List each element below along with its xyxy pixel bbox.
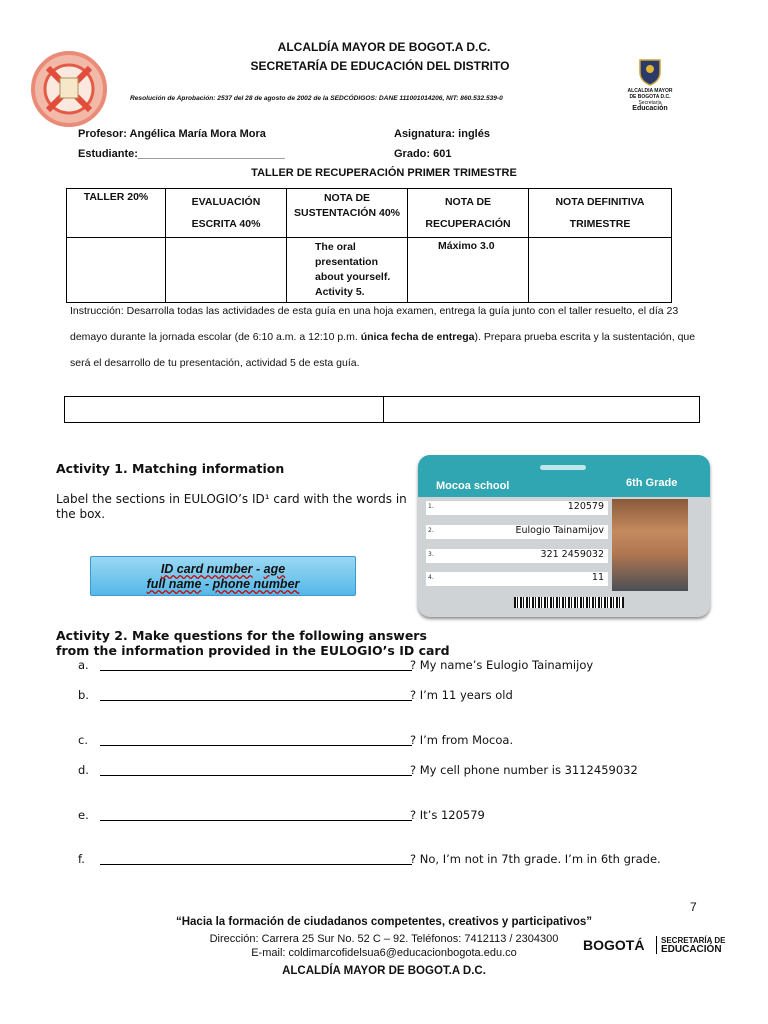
header-sustentacion: NOTA DE SUSTENTACIÓN 40% [287, 189, 408, 238]
grades-header-row [67, 189, 672, 238]
answer-line[interactable] [100, 670, 412, 671]
subject: Asignatura: inglés [394, 128, 490, 140]
question-answer: ? It’s 120579 [410, 808, 485, 822]
cell-evaluacion[interactable] [166, 238, 287, 303]
question-item [78, 658, 768, 674]
instruction-bold: única fecha de entrega [360, 331, 475, 343]
question-label: d. [78, 763, 89, 777]
workshop-title: TALLER DE RECUPERACIÓN PRIMER TRIMESTRE [251, 167, 517, 179]
id-card-row [426, 572, 608, 586]
grades-table [66, 188, 672, 303]
question-answer: ? I’m from Mocoa. [410, 733, 514, 747]
question-label: a. [78, 658, 89, 672]
question-label: b. [78, 688, 89, 702]
footer-address: Dirección: Carrera 25 Sur No. 52 C – 92. Teléfonos: 7412113 / 2304300 [209, 933, 559, 945]
header-subtitle: SECRETARÍA DE EDUCACIÓN DEL DISTRITO [250, 59, 510, 73]
header-recuperacion: NOTA DE RECUPERACIÓN [408, 189, 529, 238]
id-card-row [426, 549, 608, 563]
teacher-name: Profesor: Angélica María Mora Mora [78, 128, 266, 140]
question-answer: ? My name’s Eulogio Tainamijoy [410, 658, 594, 672]
activity1-heading: Activity 1. Matching information [56, 461, 285, 476]
id-card-slot [540, 465, 586, 470]
word-sep-2: - [201, 577, 213, 591]
empty-answer-box[interactable] [64, 396, 700, 423]
sec-logo-line2: EDUCACIÓN [661, 944, 722, 955]
answer-line[interactable] [100, 864, 412, 865]
id-row-value: 120579 [567, 501, 604, 512]
activity2-heading: Activity 2. Make questions for the following answers from the information provided in the EULOGIO’s ID card [56, 628, 450, 658]
cell-taller[interactable] [67, 238, 166, 303]
question-item [78, 852, 768, 868]
answer-line[interactable] [100, 775, 412, 776]
id-card-row [426, 525, 608, 539]
word-id-card-number: ID card number [160, 562, 253, 576]
instruction-paragraph [70, 298, 700, 376]
word-phone-number: phone number [212, 577, 300, 591]
word-age: age [263, 562, 286, 576]
id-row-value: 321 2459032 [540, 549, 604, 560]
header-taller: TALLER 20% [67, 189, 166, 238]
answer-line[interactable] [100, 745, 412, 746]
footer-slogan: “Hacia la formación de ciudadanos competentes, creativos y participativos” [175, 916, 593, 928]
answer-line[interactable] [100, 700, 412, 701]
header-title: ALCALDÍA MAYOR DE BOGOT.A D.C. [277, 40, 491, 54]
question-answer: ? My cell phone number is 3112459032 [410, 763, 638, 777]
footer-alcaldia: ALCALDÍA MAYOR DE BOGOT.A D.C. [282, 965, 486, 977]
cell-sustentacion: The oral presentation about yourself. Activity 5. [287, 238, 408, 303]
question-item [78, 763, 768, 779]
bogota-coat-of-arms-logo: ALCALDIA MAYOR DE BOGOTA D.C. Secretaría Educación [618, 58, 682, 112]
header-definitiva: NOTA DEFINITIVA TRIMESTRE [529, 189, 672, 238]
page-number: 7 [690, 900, 697, 914]
barcode-icon [514, 597, 624, 608]
question-answer: ? No, I’m not in 7th grade. I’m in 6th grade. [410, 852, 661, 866]
id-card-row [426, 501, 608, 515]
question-item [78, 808, 768, 824]
answer-line[interactable] [100, 820, 412, 821]
question-answer: ? I’m 11 years old [410, 688, 513, 702]
id-card-image [418, 455, 710, 617]
id-card-photo [612, 499, 688, 591]
id-row-number: 2. [428, 527, 434, 534]
grade: Grado: 601 [394, 148, 452, 160]
instruction-text-2: ). Prepara prueba escrita y la sustentación, que será el desarrollo de tu presentación, actividad 5 de esta guía. [70, 331, 696, 369]
resolution-text: Resolución de Aprobación: 2537 del 28 de agosto de 2002 de la SEDCÓDIGOS: DANE 111001014206, NIT: 860.532.539-0 [130, 95, 503, 102]
id-row-value: 11 [591, 572, 604, 583]
cell-definitiva[interactable] [529, 238, 672, 303]
cell-recuperacion: Máximo 3.0 [408, 238, 529, 303]
footer-email: E-mail: coldimarcofidelsua6@educacionbogota.edu.co [251, 947, 517, 959]
word-sep-1: - [252, 562, 264, 576]
question-item [78, 733, 768, 749]
word-box [90, 556, 356, 596]
id-row-number: 3. [428, 551, 434, 558]
id-card-school: Mocoa school [436, 480, 510, 492]
secretaria-educacion-logo [656, 936, 725, 954]
id-card-grade: 6th Grade [626, 477, 678, 489]
box-divider [383, 397, 384, 422]
student-field[interactable]: Estudiante:________________________ [78, 148, 285, 160]
activity1-instruction: Label the sections in EULOGIO’s ID¹ card with the words in the box. [56, 492, 407, 521]
question-label: f. [78, 852, 85, 866]
question-item [78, 688, 768, 704]
instruction-text-1: Instrucción: Desarrolla todas las actividades de esta guía en una hoja examen, entrega la guía junto con el taller resuelto, el día 23 demayo durante la jornada escolar (de 6:10 a.m. a 12:10 p.m. [70, 305, 679, 343]
sec-logo-line1: SECRETARÍA DE [661, 936, 726, 945]
school-seal-logo [30, 50, 108, 128]
header-evaluacion: EVALUACIÓN ESCRITA 40% [166, 189, 287, 238]
id-row-number: 1. [428, 503, 434, 510]
word-full-name: full name [146, 577, 202, 591]
id-row-number: 4. [428, 574, 434, 581]
question-label: c. [78, 733, 88, 747]
id-row-value: Eulogio Tainamijov [515, 525, 604, 536]
question-label: e. [78, 808, 89, 822]
bogota-logo: BOGOTÁ [583, 937, 645, 953]
grades-value-row [67, 238, 672, 303]
